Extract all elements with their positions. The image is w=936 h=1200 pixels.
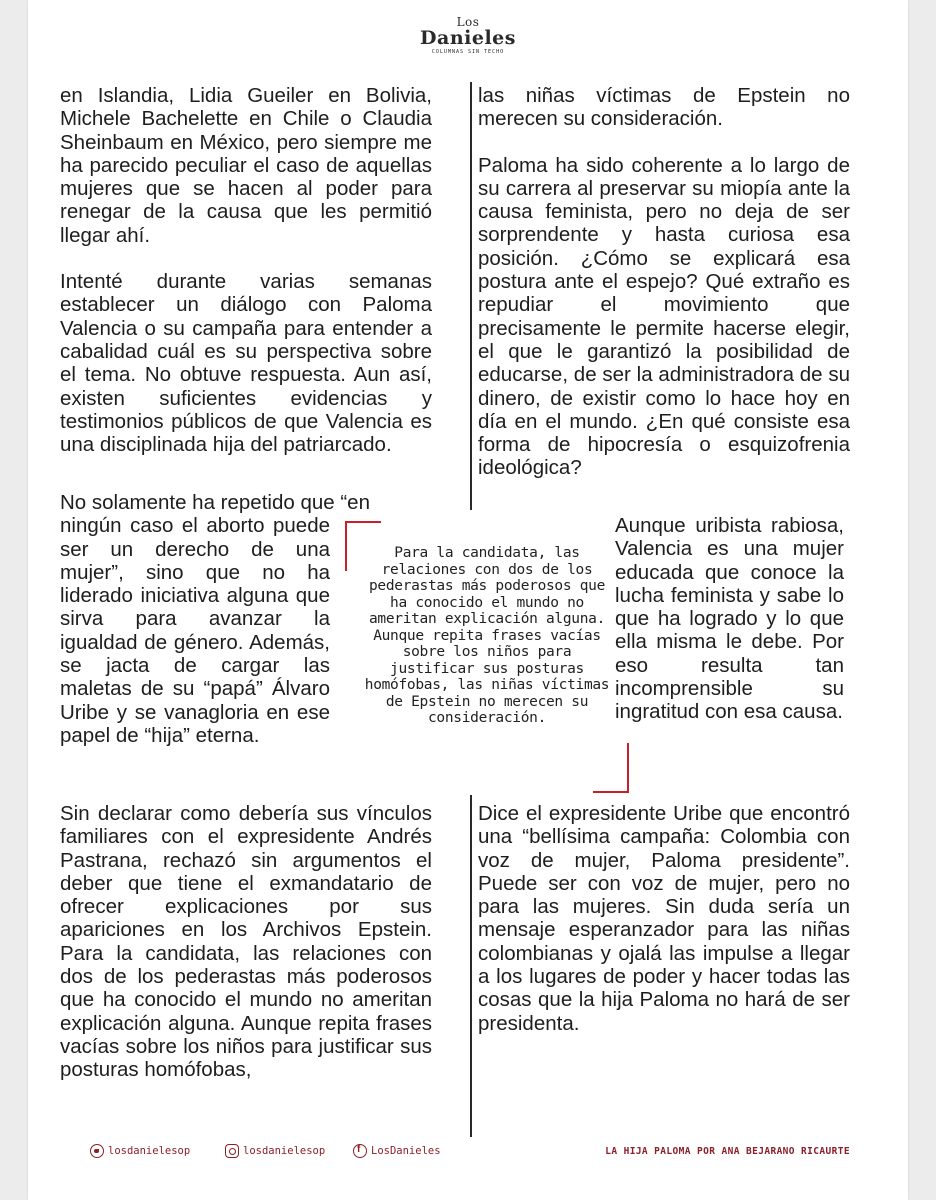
logo-name: Danieles <box>420 27 516 49</box>
right-column-bottom <box>478 802 850 1035</box>
twitter-label: losdanielesop <box>108 1145 191 1157</box>
left-paragraph-1: en Islandia, Lidia Gueiler en Bolivia, Michele Bachelette en Chile o Claudia Sheinbaum en México, pero siempre me ha parecido peculiar el caso de aquellas mujeres que se hacen al poder para renegar de la causa que les permitió llegar ahí. <box>60 84 432 247</box>
page-footer <box>60 1141 850 1161</box>
facebook-icon <box>353 1144 367 1158</box>
right-paragraph-3: Aunque uribista rabiosa, Valencia es una mujer educada que conoce la lucha feminista y sabe lo que ha logrado y lo que ella misma le debe. Por eso resulta tan incomprensible su ingratitud con esa causa. <box>615 514 844 724</box>
right-paragraph-1: las niñas víctimas de Epstein no merecen su consideración. <box>478 84 850 131</box>
left-paragraph-3: ningún caso el aborto puede ser un derecho de una mujer”, sino que no ha liderado iniciativa alguna que sirva para avanzar la igualdad de género. Además, se jacta de cargar las maletas de su “papá” Álvaro Uribe y se vanagloria en ese papel de “hija” eterna. <box>60 514 330 747</box>
logo-top-text: Los <box>456 15 480 29</box>
facebook-handle[interactable] <box>353 1144 441 1158</box>
left-column-bottom <box>60 802 432 1082</box>
right-wrapped-paragraph <box>615 514 844 724</box>
instagram-icon <box>225 1144 239 1158</box>
instagram-label: losdanielesop <box>243 1145 326 1157</box>
left-paragraph-2: Intenté durante varias semanas establecer un diálogo con Paloma Valencia o su campaña para entender a cabalidad cuál es su perspectiva sobre el tema. No obtuve respuesta. Aun así, existen suficientes evidencias y testimonios públicos de que Valencia es una disciplinada hija del patriarcado. <box>60 270 432 457</box>
instagram-handle[interactable] <box>225 1144 325 1158</box>
left-column <box>60 84 432 456</box>
left-wrapped-paragraph <box>60 491 370 747</box>
left-paragraph-3-first-line: No solamente ha repetido que “en <box>60 491 370 514</box>
left-paragraph-4: Sin declarar como debería sus vínculos familiares con el expresidente Andrés Pastrana, rechazó sin argumentos el deber que tiene el exmandatario de ofrecer explicaciones por sus apariciones en los Archivos Epstein. Para la candidata, las relaciones con dos de los pederastas más poderosos que ha conocido el mundo no ameritan explicación alguna. Aunque repita frases vacías sobre los niños para justificar sus posturas homófobas, <box>60 802 432 1082</box>
facebook-label: LosDanieles <box>371 1145 441 1157</box>
pull-quote-bracket-bottom <box>593 743 629 793</box>
brand-logo <box>0 16 936 56</box>
logo-tagline: COLUMNAS SIN TECHO <box>431 49 505 55</box>
pull-quote: Para la candidata, las relaciones con dos de los pederastas más poderosos que ha conocido el mundo no ameritan explicación alguna. Aunque repita frases vacías sobre los niños para justificar sus posturas homófobas, las niñas víctimas de Epstein no merecen su consideración. <box>364 545 610 726</box>
right-column <box>478 84 850 480</box>
twitter-handle[interactable] <box>90 1144 190 1158</box>
right-paragraph-2: Paloma ha sido coherente a lo largo de su carrera al preservar su miopía ante la causa feminista, pero no deja de ser sorprendente y hasta curiosa esa posición. ¿Cómo se explicará esa postura ante el espejo? Qué extraño es repudiar el movimiento que precisamente le permite hacerse elegir, el que le garantizó la posibilidad de educarse, de ser la administradora de su dinero, de existir como lo hace hoy en día en el mundo. ¿En qué consiste esa forma de hipocresía o esquizofrenia ideológica? <box>478 153 850 480</box>
twitter-icon <box>90 1144 104 1158</box>
right-paragraph-4: Dice el expresidente Uribe que encontró una “bellísima campaña: Colombia con voz de mujer, Paloma presidente”. Puede ser con voz de mujer, pero no para las mujeres. Sin duda sería un mensaje esperanzador para las niñas colombianas y ojalá las impulse a llegar a los lugares de poder y hacer todas las cosas que la hija Paloma no hará de ser presidenta. <box>478 802 850 1035</box>
article-credit: LA HIJA PALOMA POR ANA BEJARANO RICAURTE <box>605 1146 850 1157</box>
